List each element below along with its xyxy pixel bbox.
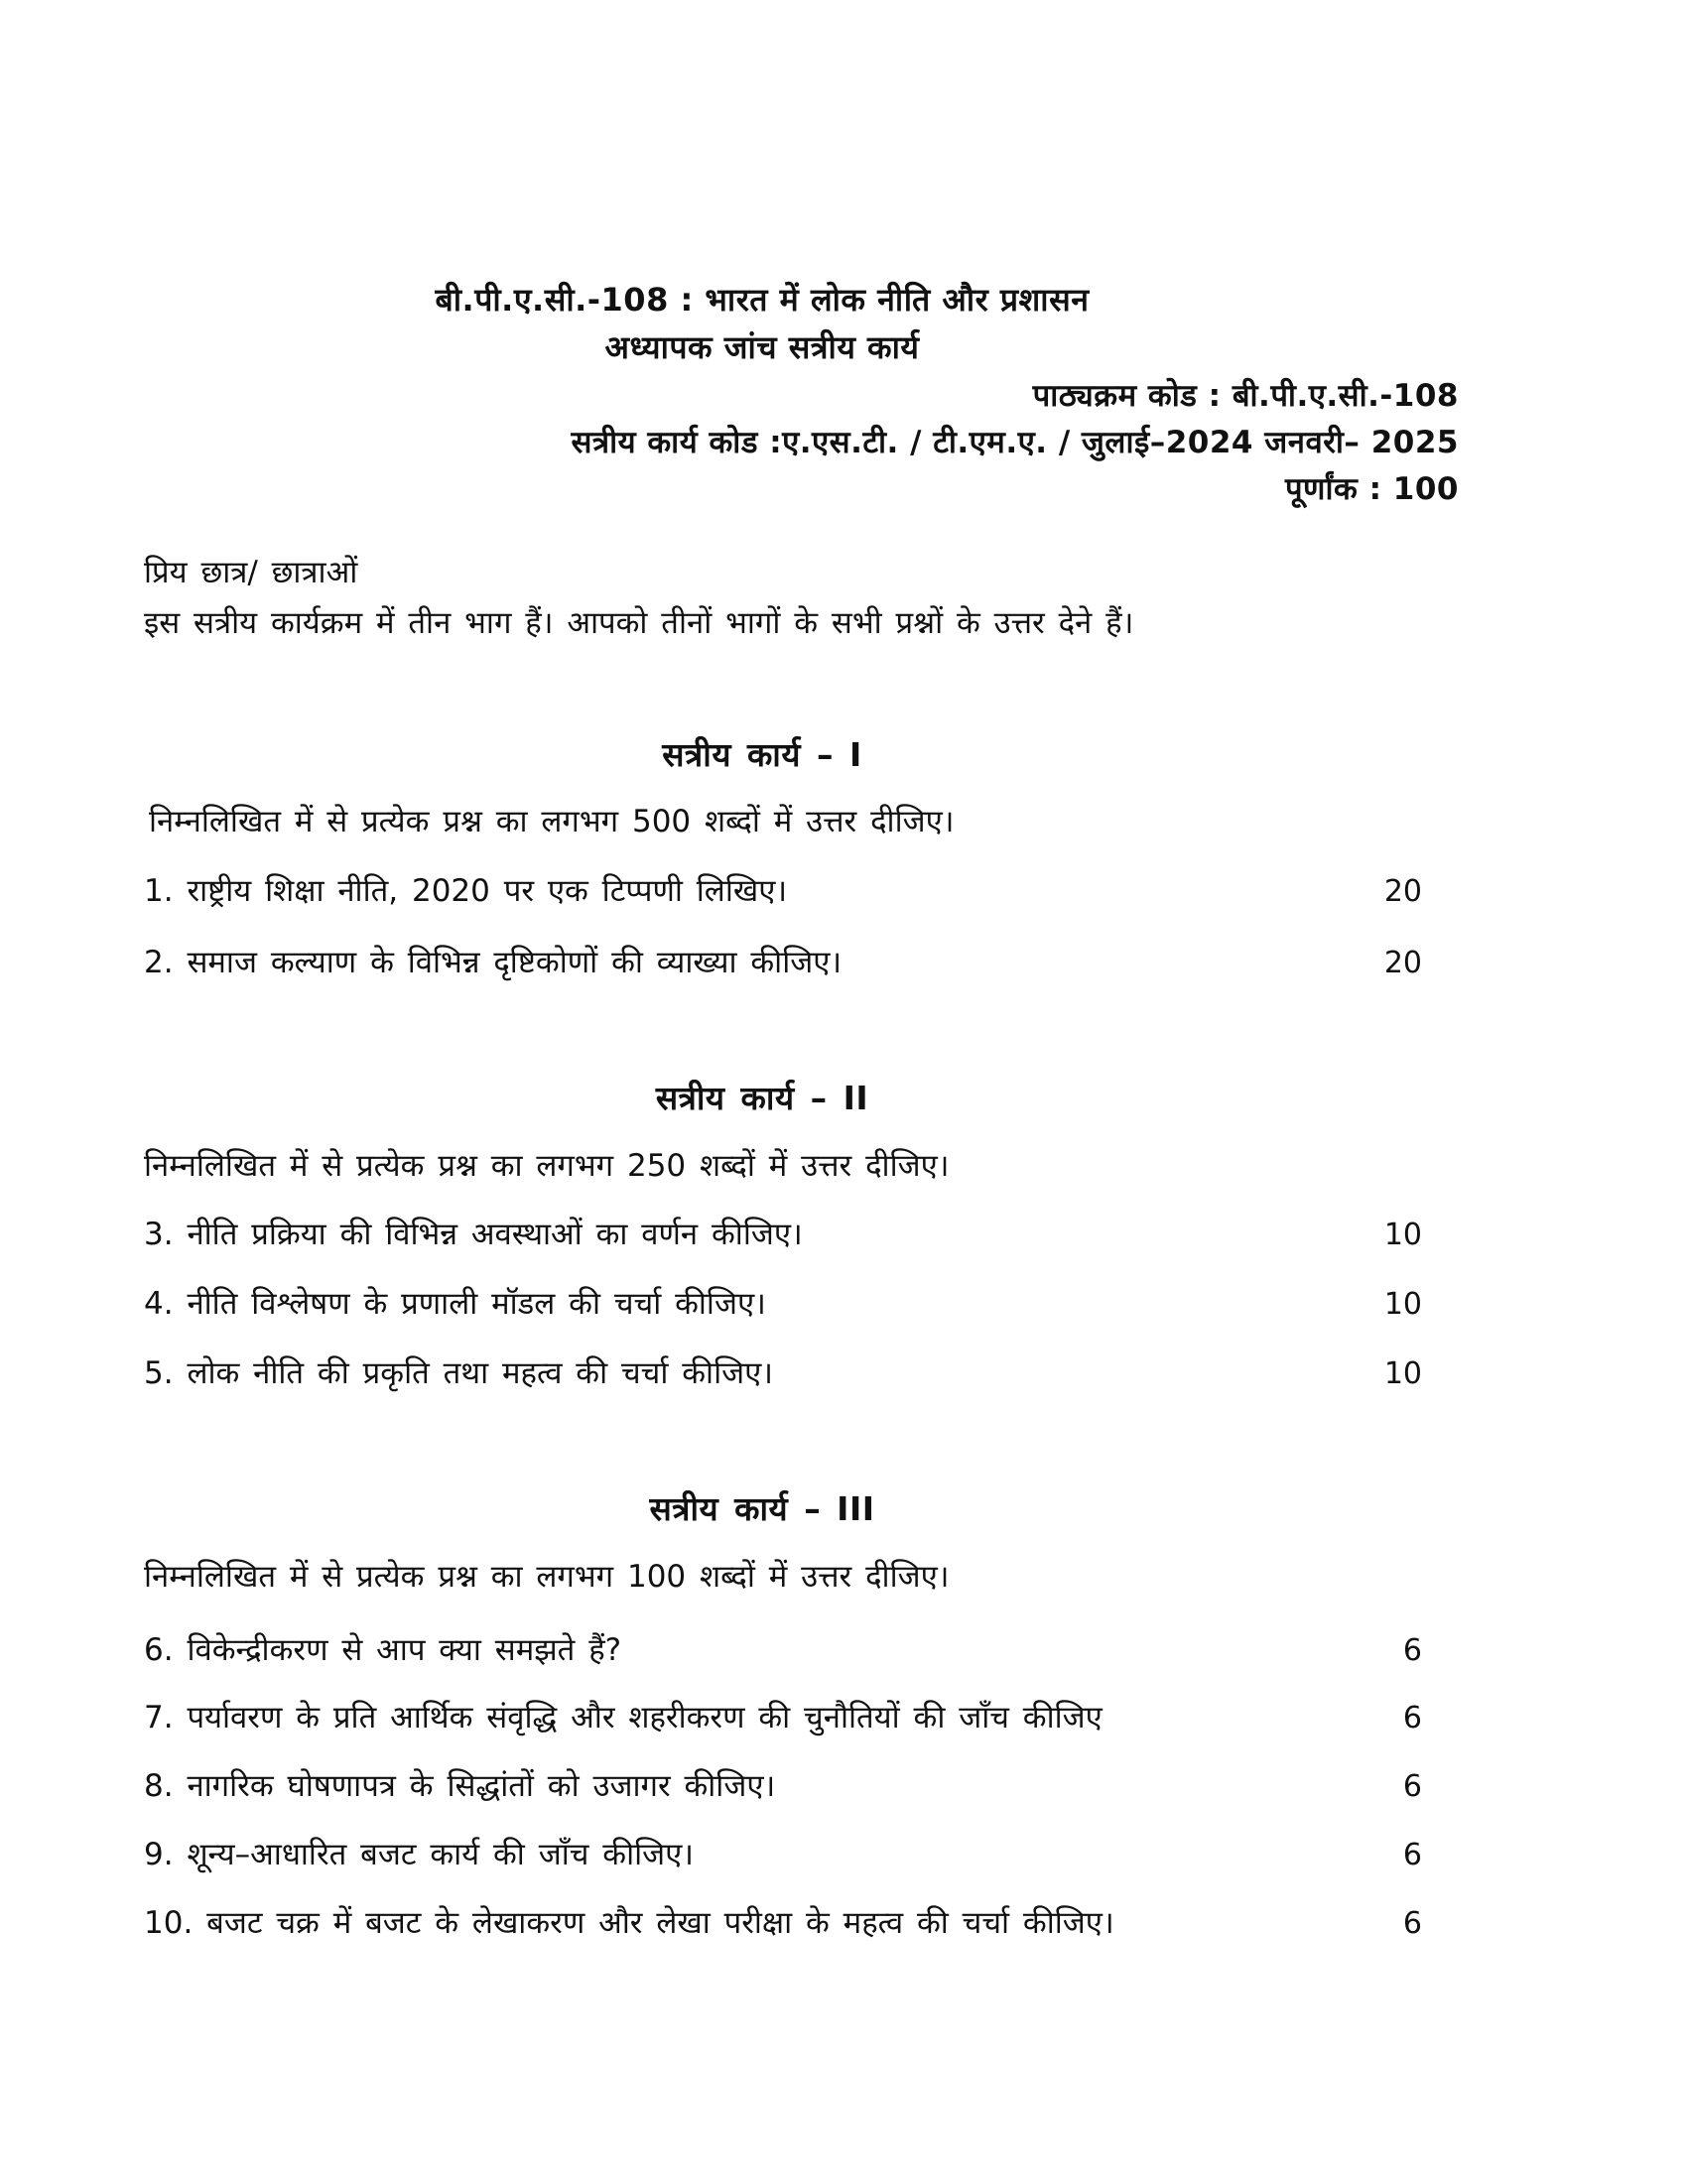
question-7-number: 7. bbox=[144, 1700, 174, 1735]
section-1-heading: सत्रीय कार्य – I bbox=[662, 735, 862, 774]
question-4-body: नीति विश्लेषण के प्रणाली मॉडल की चर्चा कीजिए। bbox=[187, 1286, 766, 1322]
question-row-8 bbox=[144, 1764, 1422, 1806]
question-10-number: 10. bbox=[144, 1905, 194, 1941]
question-1-number: 1. bbox=[144, 873, 174, 909]
question-row-9 bbox=[144, 1833, 1422, 1874]
question-9-text bbox=[144, 1833, 1403, 1874]
question-8-body: नागरिक घोषणापत्र के सिद्धांतों को उजागर कीजिए। bbox=[187, 1768, 776, 1804]
question-7-text bbox=[144, 1696, 1403, 1737]
question-2-body: समाज कल्याण के विभिन्न दृष्टिकोणों की व्याख्या कीजिए। bbox=[187, 945, 843, 980]
max-marks-line: पूर्णांक : 100 bbox=[1284, 471, 1459, 507]
question-1-marks: 20 bbox=[1383, 874, 1422, 909]
question-2-number: 2. bbox=[144, 945, 174, 980]
question-9-number: 9. bbox=[144, 1837, 174, 1872]
document-header bbox=[89, 276, 1435, 371]
intro-line: इस सत्रीय कार्यक्रम में तीन भाग हैं। आपको तीनों भागों के सभी प्रश्नों के उत्तर देने हैं। bbox=[144, 605, 1134, 641]
question-6-text bbox=[144, 1628, 1403, 1670]
question-4-number: 4. bbox=[144, 1286, 174, 1322]
question-2-text bbox=[144, 941, 1384, 982]
question-2-marks: 20 bbox=[1383, 946, 1422, 980]
question-8-number: 8. bbox=[144, 1768, 174, 1804]
question-10-marks: 6 bbox=[1402, 1906, 1422, 1941]
question-8-marks: 6 bbox=[1402, 1769, 1422, 1804]
question-9-body: शून्य–आधारित बजट कार्य की जाँच कीजिए। bbox=[187, 1837, 695, 1872]
question-4-text bbox=[144, 1282, 1384, 1324]
header-meta bbox=[572, 373, 1460, 513]
section-2-instruction: निम्नलिखित में से प्रत्येक प्रश्न का लगभग 250 शब्दों में उत्तर दीजिए। bbox=[144, 1148, 950, 1184]
question-row-4 bbox=[144, 1282, 1422, 1324]
question-row-6 bbox=[144, 1628, 1422, 1670]
question-3-number: 3. bbox=[144, 1217, 174, 1252]
question-3-marks: 10 bbox=[1383, 1218, 1422, 1252]
question-row-10 bbox=[144, 1901, 1422, 1943]
question-5-text bbox=[144, 1351, 1384, 1393]
question-row-1 bbox=[144, 869, 1422, 911]
intro-block bbox=[144, 548, 1434, 649]
question-6-marks: 6 bbox=[1402, 1633, 1422, 1668]
section-3-heading: सत्रीय कार्य – III bbox=[649, 1489, 875, 1528]
question-4-marks: 10 bbox=[1383, 1287, 1422, 1322]
question-1-body: राष्ट्रीय शिक्षा नीति, 2020 पर एक टिप्पणी लिखिए। bbox=[187, 873, 788, 909]
question-10-body: बजट चक्र में बजट के लेखाकरण और लेखा परीक्षा के महत्व की चर्चा कीजिए। bbox=[206, 1905, 1114, 1941]
question-5-body: लोक नीति की प्रकृति तथा महत्व की चर्चा कीजिए। bbox=[187, 1355, 773, 1391]
question-row-2 bbox=[144, 941, 1422, 982]
question-7-body: पर्यावरण के प्रति आर्थिक संवृद्धि और शहरीकरण की चुनौतियों की जाँच कीजिए bbox=[187, 1700, 1103, 1735]
question-7-marks: 6 bbox=[1402, 1701, 1422, 1735]
question-3-body: नीति प्रक्रिया की विभिन्न अवस्थाओं का वर्णन कीजिए। bbox=[187, 1217, 803, 1252]
course-code-line: पाठ्यक्रम कोड : बी.पी.ए.सी.-108 bbox=[1032, 378, 1459, 414]
assignment-type-title: अध्यापक जांच सत्रीय कार्य bbox=[604, 328, 920, 366]
question-3-text bbox=[144, 1213, 1384, 1254]
section-1-instruction: निम्नलिखित में से प्रत्येक प्रश्न का लगभग 500 शब्दों में उत्तर दीजिए। bbox=[149, 804, 955, 839]
section-3-instruction: निम्नलिखित में से प्रत्येक प्रश्न का लगभग 100 शब्दों में उत्तर दीजिए। bbox=[144, 1559, 950, 1595]
question-8-text bbox=[144, 1764, 1403, 1806]
greeting-line: प्रिय छात्र/ छात्राओं bbox=[144, 555, 358, 590]
question-5-marks: 10 bbox=[1383, 1356, 1422, 1391]
assignment-code-line: सत्रीय कार्य कोड :ए.एस.टी. / टी.एम.ए. / जुलाई–2024 जनवरी– 2025 bbox=[571, 425, 1459, 460]
section-2-heading: सत्रीय कार्य – II bbox=[655, 1079, 869, 1117]
question-9-marks: 6 bbox=[1402, 1838, 1422, 1872]
question-row-5 bbox=[144, 1351, 1422, 1393]
question-5-number: 5. bbox=[144, 1355, 174, 1391]
question-row-3 bbox=[144, 1213, 1422, 1254]
question-6-number: 6. bbox=[144, 1632, 174, 1668]
course-title: बी.पी.ए.सी.-108 : भारत में लोक नीति और प्रशासन bbox=[435, 281, 1090, 319]
question-row-7 bbox=[144, 1696, 1422, 1737]
question-1-text bbox=[144, 869, 1384, 911]
question-10-text bbox=[144, 1901, 1403, 1943]
question-6-body: विकेन्द्रीकरण से आप क्या समझते हैं? bbox=[187, 1632, 622, 1668]
